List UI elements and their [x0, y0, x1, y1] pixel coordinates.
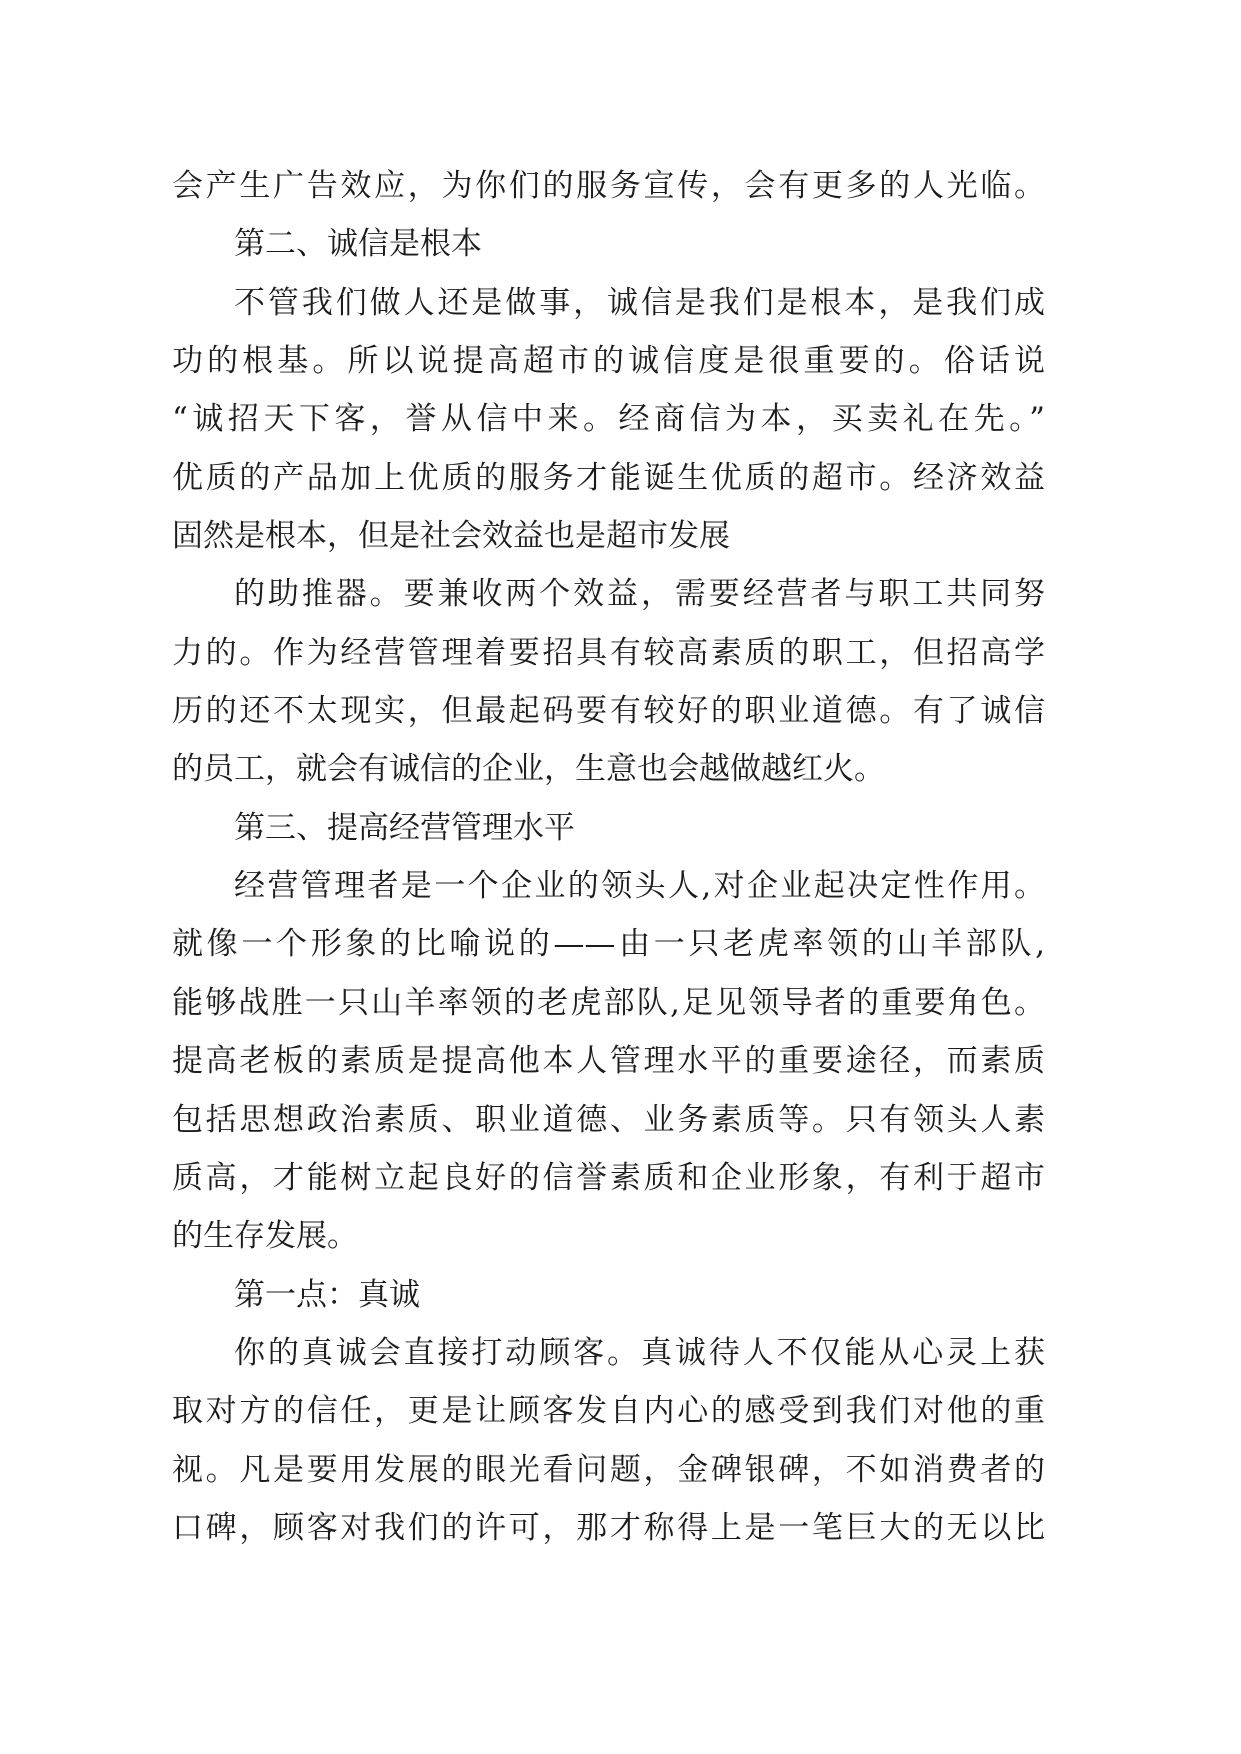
- body-text: [172, 157, 1045, 1557]
- subsection-heading: [172, 1266, 1045, 1324]
- paragraph-continued: [172, 157, 1045, 215]
- paragraph: [172, 1324, 1045, 1557]
- section-heading-3: [172, 799, 1045, 857]
- paragraph: [172, 857, 1045, 1265]
- text-line: 提高老板的素质是提高他本人管理水平的重要途径，而素质: [172, 1043, 1045, 1080]
- section-heading: 第三、提高经营管理水平: [234, 809, 575, 846]
- text-line: 会产生广告效应，为你们的服务宣传，会有更多的人光临。: [172, 168, 1045, 204]
- text-line: 的助推器。要兼收两个效益，需要经营者与职工共同努: [234, 576, 1045, 613]
- text-line: 的员工，就会有诚信的企业，生意也会越做越红火。: [172, 751, 885, 788]
- text-line: 口碑，顾客对我们的许可，那才称得上是一笔巨大的无以比: [172, 1509, 1045, 1546]
- text-line: 取对方的信任，更是让顾客发自内心的感受到我们对他的重: [172, 1393, 1045, 1430]
- text-line: “诚招天下客，誉从信中来。经商信为本，买卖礼在先。”: [172, 401, 1045, 438]
- text-line: 包括思想政治素质、职业道德、业务素质等。只有领头人素: [172, 1101, 1045, 1138]
- text-line: 视。凡是要用发展的眼光看问题，金碑银碑，不如消费者的: [172, 1451, 1045, 1488]
- text-line: 固然是根本，但是社会效益也是超市发展: [172, 518, 730, 555]
- text-line: 功的根基。所以说提高超市的诚信度是很重要的。俗话说: [172, 343, 1045, 380]
- section-heading-2: [172, 215, 1045, 273]
- text-line: 历的还不太现实，但最起码要有较好的职业道德。有了诚信: [172, 693, 1045, 730]
- section-heading: 第一点：真诚: [234, 1276, 420, 1313]
- paragraph: [172, 565, 1045, 798]
- text-line: 的生存发展。: [172, 1218, 358, 1255]
- text-line: 你的真诚会直接打动顾客。真诚待人不仅能从心灵上获: [234, 1334, 1045, 1371]
- text-line: 优质的产品加上优质的服务才能诞生优质的超市。经济效益: [172, 459, 1045, 496]
- paragraph: [172, 274, 1045, 566]
- text-line: 就像一个形象的比喻说的——由一只老虎率领的山羊部队,: [172, 926, 1045, 963]
- section-heading: 第二、诚信是根本: [234, 226, 482, 263]
- text-line: 质高，才能树立起良好的信誉素质和企业形象，有利于超市: [172, 1159, 1045, 1196]
- text-line: 经营管理者是一个企业的领头人,对企业起决定性作用。: [234, 868, 1045, 905]
- text-line: 力的。作为经营管理着要招具有较高素质的职工，但招高学: [172, 634, 1045, 671]
- text-line: 能够战胜一只山羊率领的老虎部队,足见领导者的重要角色。: [172, 984, 1045, 1021]
- text-line: 不管我们做人还是做事，诚信是我们是根本，是我们成: [234, 284, 1045, 321]
